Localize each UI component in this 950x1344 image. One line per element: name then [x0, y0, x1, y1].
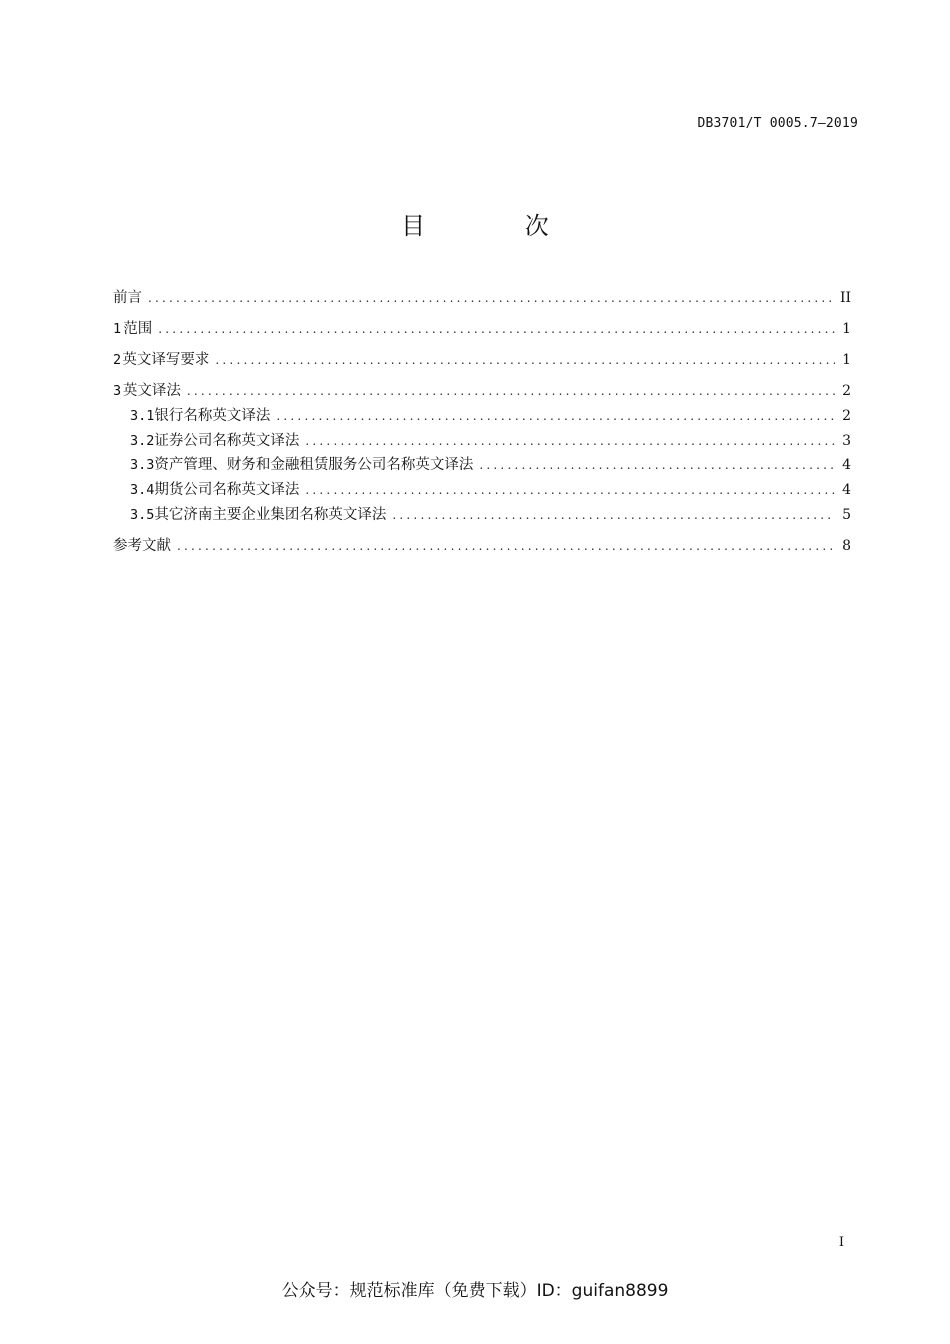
- toc-entry-page: 4: [842, 457, 851, 474]
- toc-entry[interactable]: [113, 286, 851, 311]
- toc-entry-page: 5: [842, 506, 851, 523]
- toc-dot-leader: [276, 404, 835, 429]
- toc-entry[interactable]: [113, 534, 851, 559]
- toc-entry-number: 2: [113, 351, 122, 368]
- toc-subentry[interactable]: [113, 429, 851, 454]
- toc-entry[interactable]: [113, 348, 851, 373]
- toc-entry-label: 英文译法: [122, 382, 181, 399]
- toc-entry-number: 3: [113, 382, 122, 399]
- toc-entry-label: 范围: [123, 320, 153, 337]
- toc-entry-label: 期货公司名称英文译法: [154, 482, 300, 499]
- toc-entry-page: 8: [842, 537, 851, 554]
- toc-entry-page: 2: [842, 407, 851, 424]
- toc-entry[interactable]: [113, 317, 851, 342]
- toc-dot-leader: [177, 534, 835, 559]
- toc-dot-leader: [305, 429, 835, 454]
- page-number: I: [838, 1235, 844, 1250]
- toc-entry-label: 其它济南主要企业集团名称英文译法: [154, 506, 387, 523]
- toc-entry-label: 资产管理、财务和金融租赁服务公司名称英文译法: [154, 457, 474, 474]
- footer-watermark-note: 公众号：规范标准库（免费下载）ID：guifan8899: [281, 1281, 669, 1301]
- toc-entry-label: 证券公司名称英文译法: [154, 432, 300, 449]
- toc-dot-leader: [215, 348, 835, 373]
- toc-subentry[interactable]: [113, 404, 851, 429]
- document-code: DB3701/T 0005.7—2019: [697, 116, 858, 131]
- toc-title: 目 次: [401, 212, 595, 240]
- table-of-contents: [113, 286, 851, 559]
- toc-dot-leader: [158, 317, 835, 342]
- toc-entry-number: 3.3: [130, 457, 155, 474]
- toc-subentry[interactable]: [113, 478, 851, 503]
- toc-entry-page: 1: [842, 351, 851, 368]
- toc-entry-label: 银行名称英文译法: [154, 407, 271, 424]
- toc-entry-label: 英文译写要求: [122, 351, 210, 368]
- toc-entry-label: 参考文献: [113, 537, 171, 554]
- toc-entry-page: 4: [842, 482, 851, 499]
- toc-entry-number: 3.4: [130, 482, 155, 499]
- toc-entry-number: 3.1: [130, 407, 155, 424]
- toc-entry[interactable]: [113, 379, 851, 404]
- toc-entry-page: II: [839, 290, 851, 306]
- toc-entry-page: 3: [842, 432, 851, 449]
- toc-dot-leader: [305, 478, 835, 503]
- toc-dot-leader: [392, 503, 835, 528]
- toc-entry-page: 2: [842, 382, 851, 399]
- toc-subentry[interactable]: [113, 503, 851, 528]
- toc-dot-leader: [479, 453, 835, 478]
- toc-subentry[interactable]: [113, 453, 851, 478]
- toc-entry-number: 1: [113, 320, 122, 337]
- toc-dot-leader: [148, 286, 834, 311]
- toc-dot-leader: [187, 379, 835, 404]
- toc-entry-page: 1: [842, 320, 851, 337]
- toc-entry-number: 3.5: [130, 506, 155, 523]
- toc-entry-number: 3.2: [130, 432, 155, 449]
- toc-entry-label: 前言: [113, 290, 142, 306]
